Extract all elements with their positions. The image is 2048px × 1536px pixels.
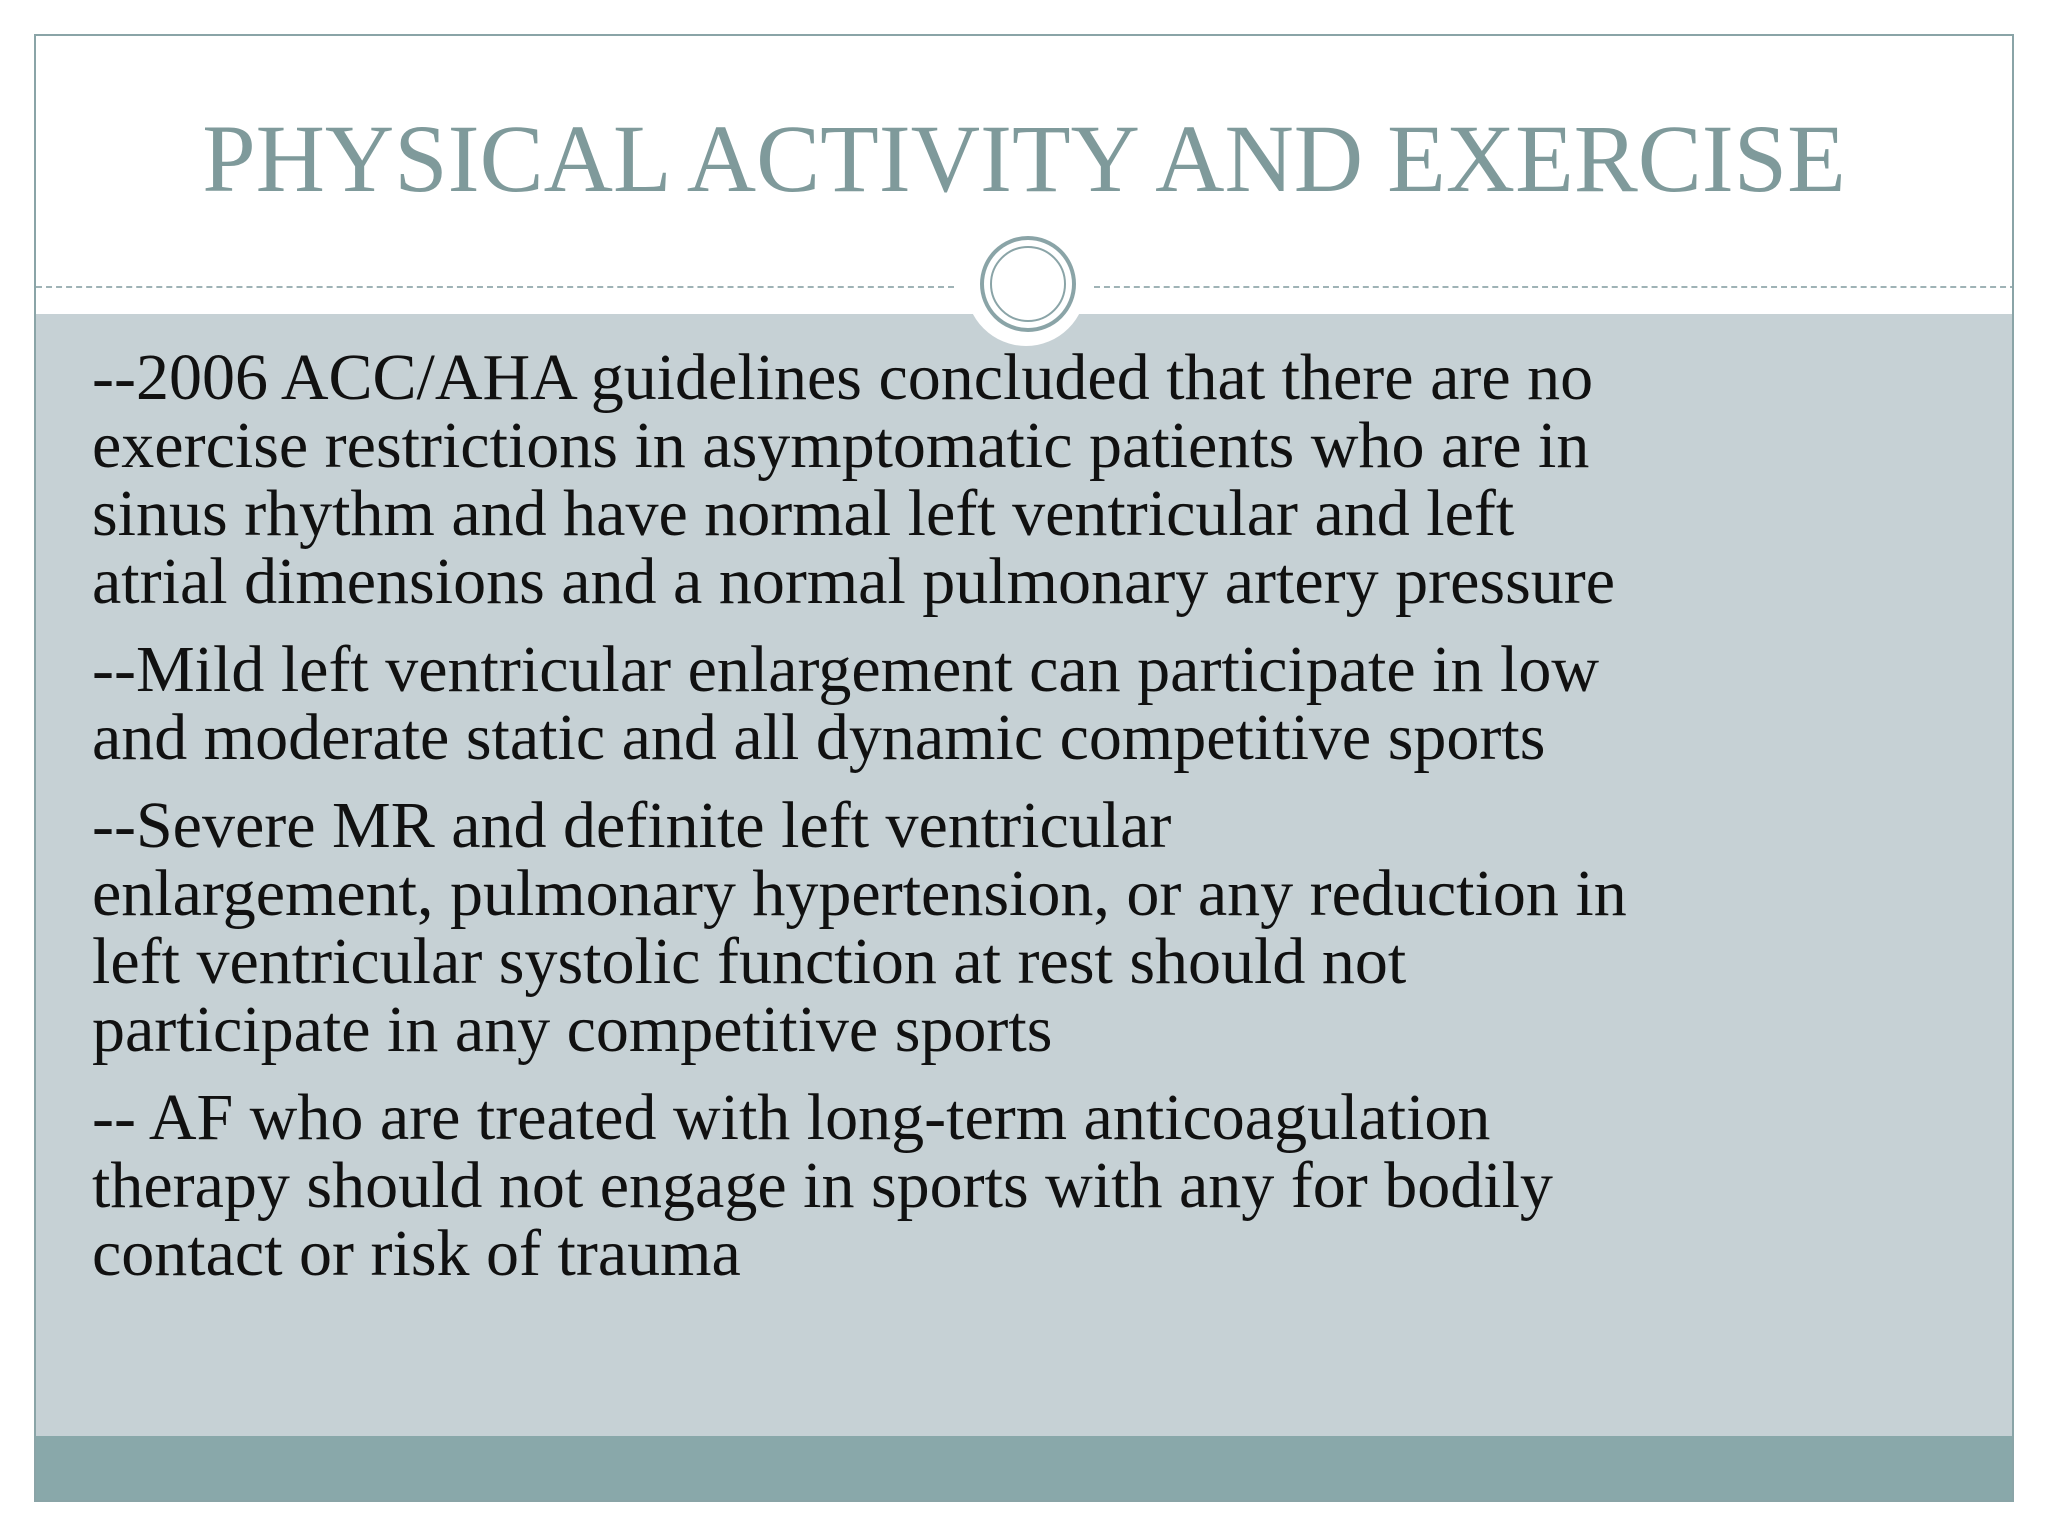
paragraph-guidelines: --2006 ACC/AHA guidelines concluded that there are no exercise restrictions in asymptomatic patients who are in sinus rhythm and have normal left ventricular and left atrial dimensions and a normal pulmonary artery pressure bbox=[92, 341, 1616, 618]
slide bbox=[34, 34, 2014, 1502]
slide-body bbox=[92, 341, 1992, 1308]
paragraph-af-anticoagulation: -- AF who are treated with long-term anticoagulation therapy should not engage in sports with any for bodily contact or risk of trauma bbox=[92, 1081, 1553, 1290]
title-divider-right bbox=[1094, 286, 2014, 288]
footer-bar bbox=[36, 1436, 2012, 1502]
circle-ornament-icon bbox=[980, 236, 1076, 332]
slide-title: PHYSICAL ACTIVITY AND EXERCISE bbox=[202, 105, 1846, 212]
circle-ornament-inner-ring bbox=[990, 246, 1066, 322]
title-divider-left bbox=[36, 286, 954, 288]
paragraph-mild-enlargement: --Mild left ventricular enlargement can participate in low and moderate static and all dynamic competitive sports bbox=[92, 633, 1600, 774]
paragraph-severe-mr: --Severe MR and definite left ventricular enlargement, pulmonary hypertension, or any reduction in left ventricular systolic function at rest should not participate in any competitive sports bbox=[92, 789, 1627, 1066]
